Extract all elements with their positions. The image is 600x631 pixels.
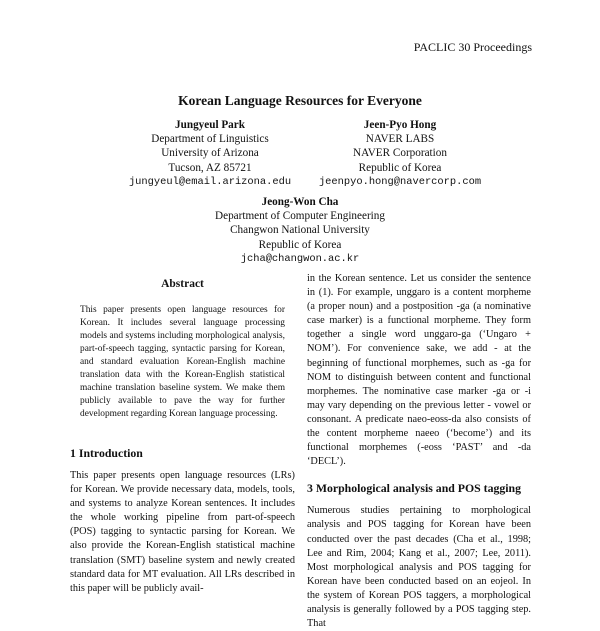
- author-name: Jeen-Pyo Hong: [363, 119, 437, 131]
- author-affiliation-line: Department of Linguistics: [151, 133, 269, 146]
- running-header: PACLIC 30 Proceedings: [413, 40, 532, 54]
- left-column: [70, 272, 295, 596]
- author-block-park: [100, 118, 320, 189]
- author-email: jeenpyo.hong@navercorp.com: [318, 175, 482, 188]
- author-affiliation-line: NAVER LABS: [365, 133, 435, 146]
- author-affiliation-line: Tucson, AZ 85721: [168, 161, 252, 174]
- right-column: [307, 272, 531, 631]
- paper-title: Korean Language Resources for Everyone: [178, 93, 422, 108]
- abstract-text: This paper presents open language resources for Korean. It includes several language processing models and systems including morphological analysis, part-of-speech tagging, syntactic parsing for Korean, and standard evaluation Korean-English machine translation data with the Korean-English statistical machine translation baseline system. We make them publicly available to pave the way for further development regarding Korean language processing.: [80, 305, 285, 419]
- abstract-heading: Abstract: [161, 278, 204, 290]
- morphological-analysis-paragraph: Numerous studies pertaining to morphological analysis and POS tagging for Korean have been conducted over the past decades (Cha et al., 1998; Lee and Rim, 2004; Kang et al., 2007; Lee, 2011). Most morphological analysis and POS tagging for Korean have been conducted based on an eojeol. In the system of Korean POS taggers, a morphological analysis is generally followed by a POS tagging step. That: [307, 505, 531, 630]
- author-email: jungyeul@email.arizona.edu: [128, 175, 292, 188]
- author-block-hong: [300, 118, 500, 189]
- author-affiliation-line: NAVER Corporation: [353, 147, 447, 160]
- author-block-cha: [190, 195, 410, 266]
- author-name: Jungyeul Park: [175, 119, 245, 131]
- introduction-paragraph: This paper presents open language resources (LRs) for Korean. We provide necessary data, models, tools, and systems to analyze Korean sentences. It includes the whole working pipeline from part-of-speech (POS) tagging to syntactic parsing for Korean. We also provide the Korean-English statistical machine translation (SMT) baseline system and newly created standard data for MT evaluation. All LRs described in this paper will be publicly avail-: [70, 470, 295, 594]
- author-affiliation-line: University of Arizona: [161, 147, 259, 160]
- author-affiliation-line: Republic of Korea: [258, 238, 342, 251]
- continuation-paragraph: in the Korean sentence. Let us consider the sentence in (1). For example, unggaro is a content morpheme (a proper noun) and a postposition -ga (a nominative case marker) is a functional morpheme. They form together a single word unggaro-ga (‘Ungaro + NOM’). For convenience sake, we add - at the beginning of functional morphemes, such as -ga for NOM to distinguish between content and functional morphemes. The nominative case marker -ga or -i may vary depending on the previous letter - vowel or consonant. A predicate naeo-eoss-da also consists of the content morpheme naeeo (‘become’) and its functional morphemes (-eoss ‘PAST’ and -da ‘DECL’).: [307, 273, 531, 468]
- author-affiliation-line: Department of Computer Engineering: [215, 210, 385, 223]
- author-affiliation-line: Republic of Korea: [358, 161, 442, 174]
- section-heading-introduction: 1 Introduction: [70, 446, 143, 460]
- author-name: Jeong-Won Cha: [261, 196, 339, 208]
- author-email: jcha@changwon.ac.kr: [240, 252, 360, 265]
- section-heading-morphological-analysis: 3 Morphological analysis and POS tagging: [307, 481, 522, 496]
- author-affiliation-line: Changwon National University: [230, 224, 370, 237]
